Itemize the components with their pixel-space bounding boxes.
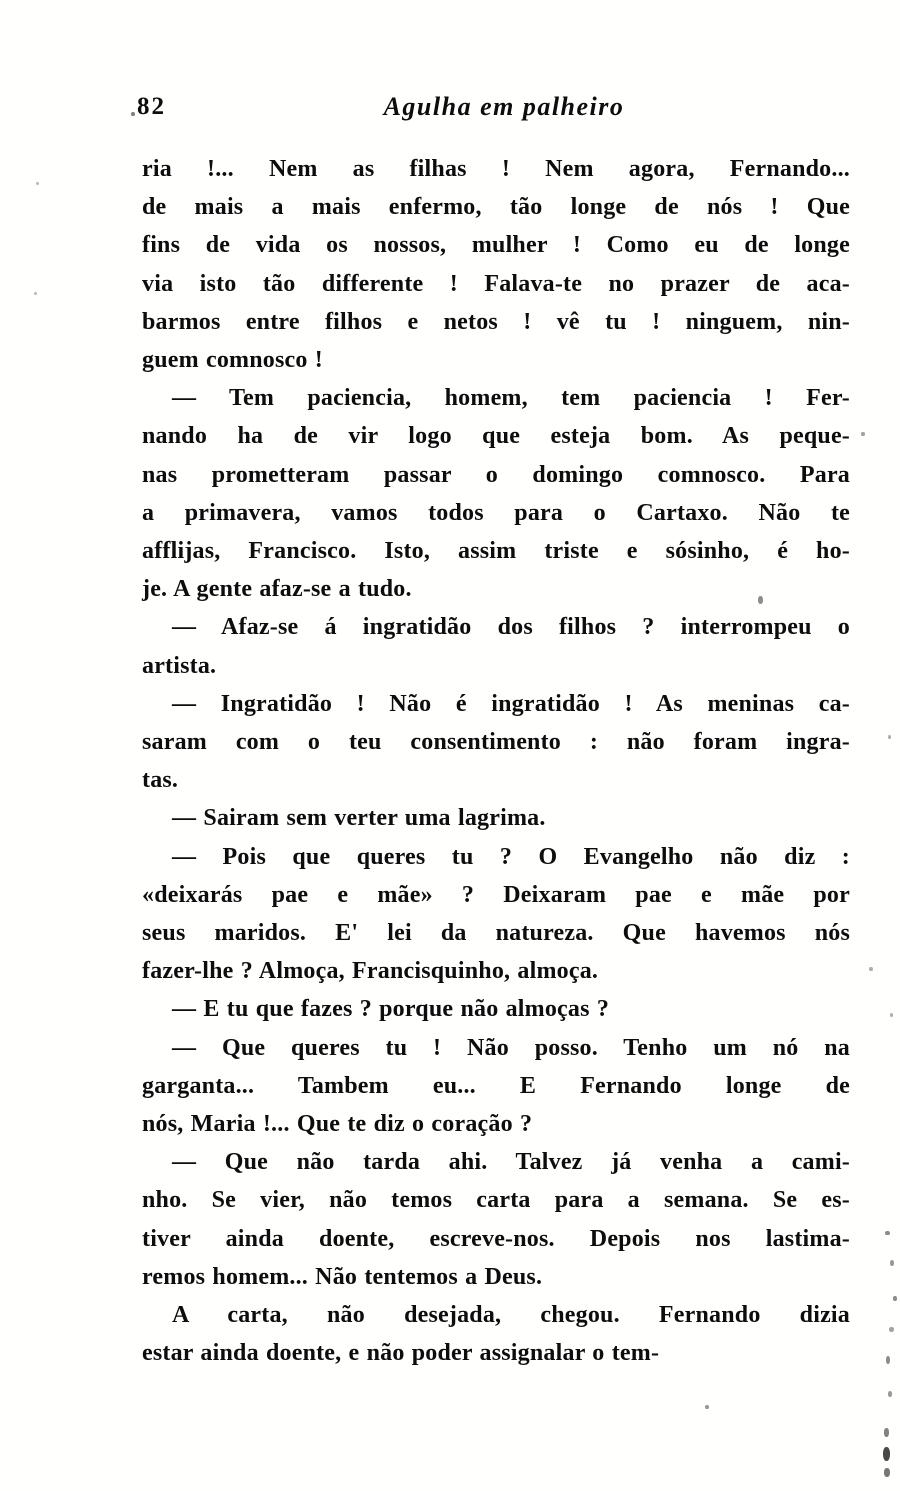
text-line: A carta, não desejada, chegou. Fernando dizia [172, 1302, 850, 1329]
ink-speck [888, 735, 891, 739]
ink-speck [890, 1013, 893, 1017]
paragraph [142, 150, 850, 379]
paragraph [142, 799, 850, 837]
text-line: afflijas, Francisco. Isto, assim triste e sósinho, é ho- [142, 538, 850, 565]
ink-speck [888, 1391, 892, 1397]
ink-speck [869, 967, 873, 971]
ink-speck [890, 1260, 894, 1266]
ink-speck [36, 182, 39, 185]
paragraph [142, 685, 850, 800]
text-line: — Tem paciencia, homem, tem paciencia ! Fer- [172, 385, 850, 412]
ink-speck [889, 1327, 894, 1332]
ink-speck [758, 596, 763, 604]
paragraph [142, 1296, 850, 1372]
ink-speck [885, 1231, 890, 1235]
text-line: je. A gente afaz-se a tudo. [142, 576, 412, 603]
ink-speck [861, 432, 865, 436]
text-line: via isto tão differente ! Falava-te no prazer de aca- [142, 270, 850, 297]
text-line: garganta... Tambem eu... E Fernando longe de [142, 1072, 850, 1099]
paragraph [142, 990, 850, 1028]
text-line: — Que queres tu ! Não posso. Tenho um nó na [172, 1034, 850, 1061]
text-line: «deixarás pae e mãe» ? Deixaram pae e mãe por [142, 881, 850, 908]
paragraph [142, 1143, 850, 1296]
running-head [137, 92, 850, 132]
paragraph [142, 379, 850, 608]
text-line: de mais a mais enfermo, tão longe de nós ! Que [142, 194, 850, 221]
text-line: nando ha de vir logo que esteja bom. As peque- [142, 423, 850, 450]
text-line: nho. Se vier, não temos carta para a semana. Se es- [142, 1187, 850, 1214]
ink-speck [34, 292, 37, 295]
text-line: fins de vida os nossos, mulher ! Como eu de longe [142, 232, 850, 259]
paragraph [142, 608, 850, 684]
text-line: seus maridos. E' lei da natureza. Que havemos nós [142, 920, 850, 947]
text-line: ria !... Nem as filhas ! Nem agora, Fernando... [142, 156, 850, 182]
text-line: — E tu que fazes ? porque não almoças ? [172, 996, 610, 1023]
text-line: a primavera, vamos todos para o Cartaxo. Não te [142, 499, 850, 526]
text-line: tiver ainda doente, escreve-nos. Depois nos lastima- [142, 1225, 850, 1252]
paragraph [142, 1029, 850, 1144]
text-line: saram com o teu consentimento : não foram ingra- [142, 729, 850, 756]
ink-speck [884, 1468, 890, 1477]
running-title: Agulha em palheiro [383, 92, 625, 121]
ink-speck [884, 1428, 889, 1437]
text-line: barmos entre filhos e netos ! vê tu ! ninguem, nin- [142, 308, 850, 335]
text-line: estar ainda doente, e não poder assignalar o tem- [142, 1340, 660, 1367]
text-line: — Pois que queres tu ? O Evangelho não diz : [172, 843, 850, 870]
paragraph [142, 838, 850, 991]
ink-speck [883, 1447, 890, 1461]
text-line: — Que não tarda ahi. Talvez já venha a cami- [172, 1149, 850, 1176]
page-text [142, 150, 850, 1373]
text-line: tas. [142, 767, 179, 794]
text-line: — Ingratidão ! Não é ingratidão ! As meninas ca- [172, 690, 850, 717]
ink-speck [131, 112, 135, 116]
ink-speck [705, 1405, 709, 1409]
text-line: guem comnosco ! [142, 347, 323, 374]
ink-speck [893, 1296, 897, 1301]
text-line: nas prometteram passar o domingo comnosco. Para [142, 461, 850, 488]
text-line: — Sairam sem verter uma lagrima. [172, 805, 546, 832]
text-line: fazer-lhe ? Almoça, Francisquinho, almoça. [142, 958, 599, 985]
text-line: nós, Maria !... Que te diz o coração ? [142, 1111, 533, 1138]
text-line: remos homem... Não tentemos a Deus. [142, 1263, 543, 1290]
text-line: — Afaz-se á ingratidão dos filhos ? interrompeu o [172, 614, 850, 641]
ink-speck [886, 1356, 890, 1364]
text-line: artista. [142, 652, 217, 679]
page-number: 82 [137, 93, 166, 120]
